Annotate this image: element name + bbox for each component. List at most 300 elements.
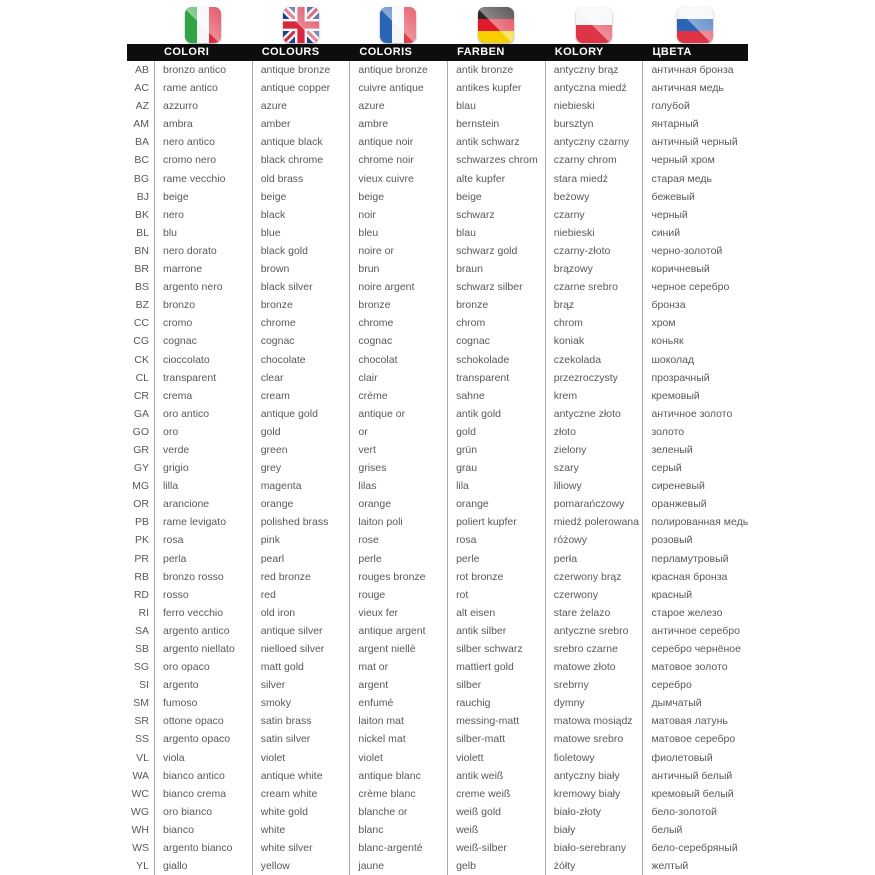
table-row (127, 170, 748, 188)
table-row (127, 839, 748, 857)
value-cell: schokolade (447, 351, 545, 369)
value-cell: blu (154, 224, 252, 242)
value-cell: grau (447, 459, 545, 477)
code-cell: RD (133, 588, 149, 601)
value-cell: cromo (154, 314, 252, 332)
value-cell: braun (447, 260, 545, 278)
value-cell: krem (545, 387, 643, 405)
value-cell: smoky (252, 694, 350, 712)
value-cell: rame antico (154, 79, 252, 97)
value-cell: старая медь (642, 170, 748, 188)
code-cell: OR (133, 498, 149, 511)
value-cell: or (349, 423, 447, 441)
value-cell: beige (154, 188, 252, 206)
table-row (127, 387, 748, 405)
value-cell: chrome (252, 314, 350, 332)
value-cell: бело-серебряный (642, 839, 748, 857)
value-cell: antique bronze (252, 61, 350, 79)
value-cell: szary (545, 459, 643, 477)
value-cell: violet (252, 749, 350, 767)
value-cell: blue (252, 224, 350, 242)
value-cell: grün (447, 441, 545, 459)
value-cell: messing-matt (447, 712, 545, 730)
value-cell: nickel mat (349, 730, 447, 748)
code-cell: CR (133, 389, 149, 402)
value-cell: silber (447, 676, 545, 694)
value-cell: red bronze (252, 568, 350, 586)
germany-flag-icon (478, 7, 514, 43)
value-cell: cognac (154, 332, 252, 350)
value-cell: perle (447, 550, 545, 568)
table-row (127, 658, 748, 676)
value-cell: antik weiß (447, 767, 545, 785)
table-row (127, 332, 748, 350)
value-cell: mattiert gold (447, 658, 545, 676)
value-cell: noir (349, 206, 447, 224)
value-cell: antyczny brąz (545, 61, 643, 79)
value-cell: beżowy (545, 188, 643, 206)
value-cell: серый (642, 459, 748, 477)
value-cell: antikes kupfer (447, 79, 545, 97)
value-cell: перламутровый (642, 550, 748, 568)
value-cell: stara miedź (545, 170, 643, 188)
table-row (127, 857, 748, 875)
value-cell: yellow (252, 857, 350, 875)
code-cell: GR (133, 443, 149, 456)
code-cell: BS (134, 281, 149, 294)
value-cell: желтый (642, 857, 748, 875)
value-cell: прозрачный (642, 369, 748, 387)
value-cell: argent niellè (349, 640, 447, 658)
flag-cell (642, 7, 748, 44)
code-cell: PR (134, 552, 149, 565)
value-cell: cioccolato (154, 351, 252, 369)
value-cell: cuivre antique (349, 79, 447, 97)
value-cell: chocolat (349, 351, 447, 369)
value-cell: bleu (349, 224, 447, 242)
value-cell: srebrny (545, 676, 643, 694)
value-cell: miedź polerowana (545, 513, 643, 531)
table-row (127, 749, 748, 767)
value-cell: antyczna miedź (545, 79, 643, 97)
value-cell: silver (252, 676, 350, 694)
code-cell: BG (133, 172, 149, 185)
value-cell: white (252, 821, 350, 839)
value-cell: gelb (447, 857, 545, 875)
value-cell: черный (642, 206, 748, 224)
table-row (127, 61, 748, 79)
russia-flag-icon (677, 7, 713, 43)
table-row (127, 151, 748, 169)
value-cell: oro (154, 423, 252, 441)
table-row (127, 314, 748, 332)
table-row (127, 296, 748, 314)
value-cell: bronzo antico (154, 61, 252, 79)
value-cell: серебро (642, 676, 748, 694)
value-cell: rouge (349, 586, 447, 604)
uk-flag-icon (283, 7, 319, 43)
value-cell: оранжевый (642, 495, 748, 513)
value-cell: янтарный (642, 115, 748, 133)
table-row (127, 477, 748, 495)
table-row (127, 803, 748, 821)
value-cell: white silver (252, 839, 350, 857)
value-cell: beige (447, 188, 545, 206)
value-cell: creme weiß (447, 785, 545, 803)
value-cell: vert (349, 441, 447, 459)
value-cell: schwarzes chrom (447, 151, 545, 169)
column-header: KOLORY (554, 46, 604, 58)
value-cell: antyczne srebro (545, 622, 643, 640)
value-cell: cognac (447, 332, 545, 350)
color-translation-table (127, 0, 748, 875)
value-cell: antyczny czarny (545, 133, 643, 151)
table-row (127, 767, 748, 785)
value-cell: bernstein (447, 115, 545, 133)
value-cell: brown (252, 260, 350, 278)
value-cell: black gold (252, 242, 350, 260)
value-cell: античный белый (642, 767, 748, 785)
value-cell: chrom (545, 314, 643, 332)
value-cell: rouges bronze (349, 568, 447, 586)
value-cell: хром (642, 314, 748, 332)
value-cell: grises (349, 459, 447, 477)
value-cell: antik gold (447, 405, 545, 423)
value-cell: argento nero (154, 278, 252, 296)
value-cell: satin brass (252, 712, 350, 730)
table-body (127, 61, 748, 875)
value-cell: laiton mat (349, 712, 447, 730)
value-cell: коричневый (642, 260, 748, 278)
value-cell: rosa (447, 531, 545, 549)
column-header: COLORIS (359, 46, 413, 58)
value-cell: antyczny biały (545, 767, 643, 785)
table-row (127, 79, 748, 97)
value-cell: weiß gold (447, 803, 545, 821)
value-cell: red (252, 586, 350, 604)
value-cell: niebieski (545, 224, 643, 242)
value-cell: orange (252, 495, 350, 513)
value-cell: oro bianco (154, 803, 252, 821)
value-cell: nero (154, 206, 252, 224)
value-cell: bianco antico (154, 767, 252, 785)
value-cell: giallo (154, 857, 252, 875)
value-cell: weiß-silber (447, 839, 545, 857)
table-row (127, 513, 748, 531)
value-cell: grigio (154, 459, 252, 477)
value-cell: золото (642, 423, 748, 441)
table-row (127, 622, 748, 640)
value-cell: rosso (154, 586, 252, 604)
value-cell: красный (642, 586, 748, 604)
value-cell: античный черный (642, 133, 748, 151)
value-cell: sahne (447, 387, 545, 405)
value-cell: antique bronze (349, 61, 447, 79)
code-cell: RI (138, 606, 149, 619)
table-row (127, 133, 748, 151)
table-row (127, 676, 748, 694)
code-cell: GO (132, 425, 149, 438)
value-cell: бело-золотой (642, 803, 748, 821)
value-cell: matowe złoto (545, 658, 643, 676)
table-row (127, 206, 748, 224)
code-cell: AM (133, 118, 149, 131)
table-row (127, 568, 748, 586)
table-row (127, 495, 748, 513)
value-cell: nero dorato (154, 242, 252, 260)
table-row (127, 550, 748, 568)
code-cell: BN (134, 244, 149, 257)
code-cell: SI (139, 679, 149, 692)
value-cell: chocolate (252, 351, 350, 369)
code-cell: BC (134, 154, 149, 167)
code-cell: WS (132, 842, 149, 855)
value-cell: кремовый (642, 387, 748, 405)
value-cell: сиреневый (642, 477, 748, 495)
value-cell: schwarz gold (447, 242, 545, 260)
code-cell: SR (134, 715, 149, 728)
value-cell: cream (252, 387, 350, 405)
value-cell: pink (252, 531, 350, 549)
value-cell: античное серебро (642, 622, 748, 640)
italy-flag-icon (185, 7, 221, 43)
value-cell: stare żelazo (545, 604, 643, 622)
value-cell: clear (252, 369, 350, 387)
value-cell: черный хром (642, 151, 748, 169)
value-cell: antique noir (349, 133, 447, 151)
value-cell: ambre (349, 115, 447, 133)
code-cell: WA (132, 769, 149, 782)
value-cell: pomarańczowy (545, 495, 643, 513)
code-cell: CC (133, 317, 149, 330)
france-flag-icon (380, 7, 416, 43)
code-cell: WC (131, 787, 149, 800)
value-cell: argento niellato (154, 640, 252, 658)
value-cell: beige (252, 188, 350, 206)
value-cell: antyczne złoto (545, 405, 643, 423)
value-cell: argento opaco (154, 730, 252, 748)
value-cell: bianco (154, 821, 252, 839)
value-cell: laiton poli (349, 513, 447, 531)
value-cell: rot (447, 586, 545, 604)
flag-cell (447, 7, 545, 44)
value-cell: ferro vecchio (154, 604, 252, 622)
code-cell: MG (132, 480, 149, 493)
value-cell: бронза (642, 296, 748, 314)
code-cell: SS (134, 733, 149, 746)
value-cell: biały (545, 821, 643, 839)
value-cell: biało-złoty (545, 803, 643, 821)
value-cell: синий (642, 224, 748, 242)
value-cell: фиолетовый (642, 749, 748, 767)
value-cell: black silver (252, 278, 350, 296)
value-cell: koniak (545, 332, 643, 350)
table-row (127, 459, 748, 477)
table-row (127, 423, 748, 441)
code-cell: RB (134, 570, 149, 583)
value-cell: violet (349, 749, 447, 767)
table-row (127, 785, 748, 803)
value-cell: antique blanc (349, 767, 447, 785)
value-cell: weiß (447, 821, 545, 839)
value-cell: alte kupfer (447, 170, 545, 188)
value-cell: chrome noir (349, 151, 447, 169)
table-row (127, 369, 748, 387)
value-cell: fumoso (154, 694, 252, 712)
value-cell: rot bronze (447, 568, 545, 586)
code-cell: AB (134, 64, 149, 76)
value-cell: lila (447, 477, 545, 495)
code-cell: WG (130, 805, 149, 818)
code-cell: GY (133, 462, 149, 475)
value-cell: bronze (252, 296, 350, 314)
table-row (127, 640, 748, 658)
code-cell: YL (136, 860, 149, 873)
value-cell: violett (447, 749, 545, 767)
value-cell: argento bianco (154, 839, 252, 857)
value-cell: розовый (642, 531, 748, 549)
value-cell: crema (154, 387, 252, 405)
value-cell: черно-золотой (642, 242, 748, 260)
table-row (127, 260, 748, 278)
code-cell: AZ (135, 100, 149, 113)
flag-cell (252, 7, 350, 44)
value-cell: белый (642, 821, 748, 839)
value-cell: chrom (447, 314, 545, 332)
value-cell: liliowy (545, 477, 643, 495)
value-cell: cromo nero (154, 151, 252, 169)
table-row (127, 604, 748, 622)
value-cell: matowa mosiądz (545, 712, 643, 730)
value-cell: antique or (349, 405, 447, 423)
code-cell: CL (135, 371, 149, 384)
value-cell: ambra (154, 115, 252, 133)
value-cell: cognac (349, 332, 447, 350)
value-cell: матовая латунь (642, 712, 748, 730)
table-row (127, 224, 748, 242)
value-cell: cognac (252, 332, 350, 350)
value-cell: schwarz (447, 206, 545, 224)
value-cell: bronzo rosso (154, 568, 252, 586)
column-header: FARBEN (457, 46, 505, 58)
value-cell: czarne srebro (545, 278, 643, 296)
value-cell: transparent (154, 369, 252, 387)
value-cell: beige (349, 188, 447, 206)
table-row (127, 115, 748, 133)
value-cell: arancione (154, 495, 252, 513)
value-cell: antik schwarz (447, 133, 545, 151)
table-row (127, 278, 748, 296)
value-cell: alt eisen (447, 604, 545, 622)
value-cell: antique gold (252, 405, 350, 423)
value-cell: złoto (545, 423, 643, 441)
value-cell: różowy (545, 531, 643, 549)
code-cell: PB (134, 516, 149, 529)
value-cell: biało-serebrany (545, 839, 643, 857)
value-cell: brązowy (545, 260, 643, 278)
value-cell: crème (349, 387, 447, 405)
value-cell: vieux fer (349, 604, 447, 622)
value-cell: antique argent (349, 622, 447, 640)
value-cell: дымчатый (642, 694, 748, 712)
value-cell: antique white (252, 767, 350, 785)
table-row (127, 188, 748, 206)
value-cell: magenta (252, 477, 350, 495)
table-header-bar (127, 44, 748, 61)
value-cell: zielony (545, 441, 643, 459)
value-cell: czarny-złoto (545, 242, 643, 260)
value-cell: blau (447, 224, 545, 242)
value-cell: polished brass (252, 513, 350, 531)
code-cell: BJ (136, 190, 149, 203)
value-cell: lilas (349, 477, 447, 495)
value-cell: czerwony brąz (545, 568, 643, 586)
value-cell: czarny chrom (545, 151, 643, 169)
value-cell: black (252, 206, 350, 224)
value-cell: azzurro (154, 97, 252, 115)
value-cell: enfumé (349, 694, 447, 712)
value-cell: rame levigato (154, 513, 252, 531)
value-cell: матовое серебро (642, 730, 748, 748)
value-cell: perła (545, 550, 643, 568)
value-cell: satin silver (252, 730, 350, 748)
value-cell: шоколад (642, 351, 748, 369)
value-cell: brun (349, 260, 447, 278)
flags-row (127, 0, 748, 44)
value-cell: коньяк (642, 332, 748, 350)
value-cell: chrome (349, 314, 447, 332)
value-cell: clair (349, 369, 447, 387)
value-cell: jaune (349, 857, 447, 875)
value-cell: crème blanc (349, 785, 447, 803)
code-cell: PK (134, 534, 149, 547)
value-cell: бежевый (642, 188, 748, 206)
value-cell: vieux cuivre (349, 170, 447, 188)
value-cell: красная бронза (642, 568, 748, 586)
flag-cell (545, 7, 643, 44)
value-cell: кремовый белый (642, 785, 748, 803)
value-cell: ottone opaco (154, 712, 252, 730)
flag-cell (349, 7, 447, 44)
value-cell: amber (252, 115, 350, 133)
value-cell: transparent (447, 369, 545, 387)
value-cell: nielloed silver (252, 640, 350, 658)
value-cell: argent (349, 676, 447, 694)
value-cell: antique copper (252, 79, 350, 97)
code-cell: BA (134, 136, 149, 149)
value-cell: rame vecchio (154, 170, 252, 188)
value-cell: mat or (349, 658, 447, 676)
value-cell: matt gold (252, 658, 350, 676)
value-cell: rauchig (447, 694, 545, 712)
value-cell: gold (447, 423, 545, 441)
code-cell: SA (134, 624, 149, 637)
table-row (127, 242, 748, 260)
value-cell: gold (252, 423, 350, 441)
value-cell: green (252, 441, 350, 459)
value-cell: blanc-argenté (349, 839, 447, 857)
value-cell: marrone (154, 260, 252, 278)
table-row (127, 730, 748, 748)
value-cell: fioletowy (545, 749, 643, 767)
table-row (127, 586, 748, 604)
value-cell: schwarz silber (447, 278, 545, 296)
code-cell: CK (134, 353, 149, 366)
value-cell: bianco crema (154, 785, 252, 803)
value-cell: полированная медь (642, 513, 748, 531)
poland-flag-icon (576, 7, 612, 43)
value-cell: bronze (349, 296, 447, 314)
